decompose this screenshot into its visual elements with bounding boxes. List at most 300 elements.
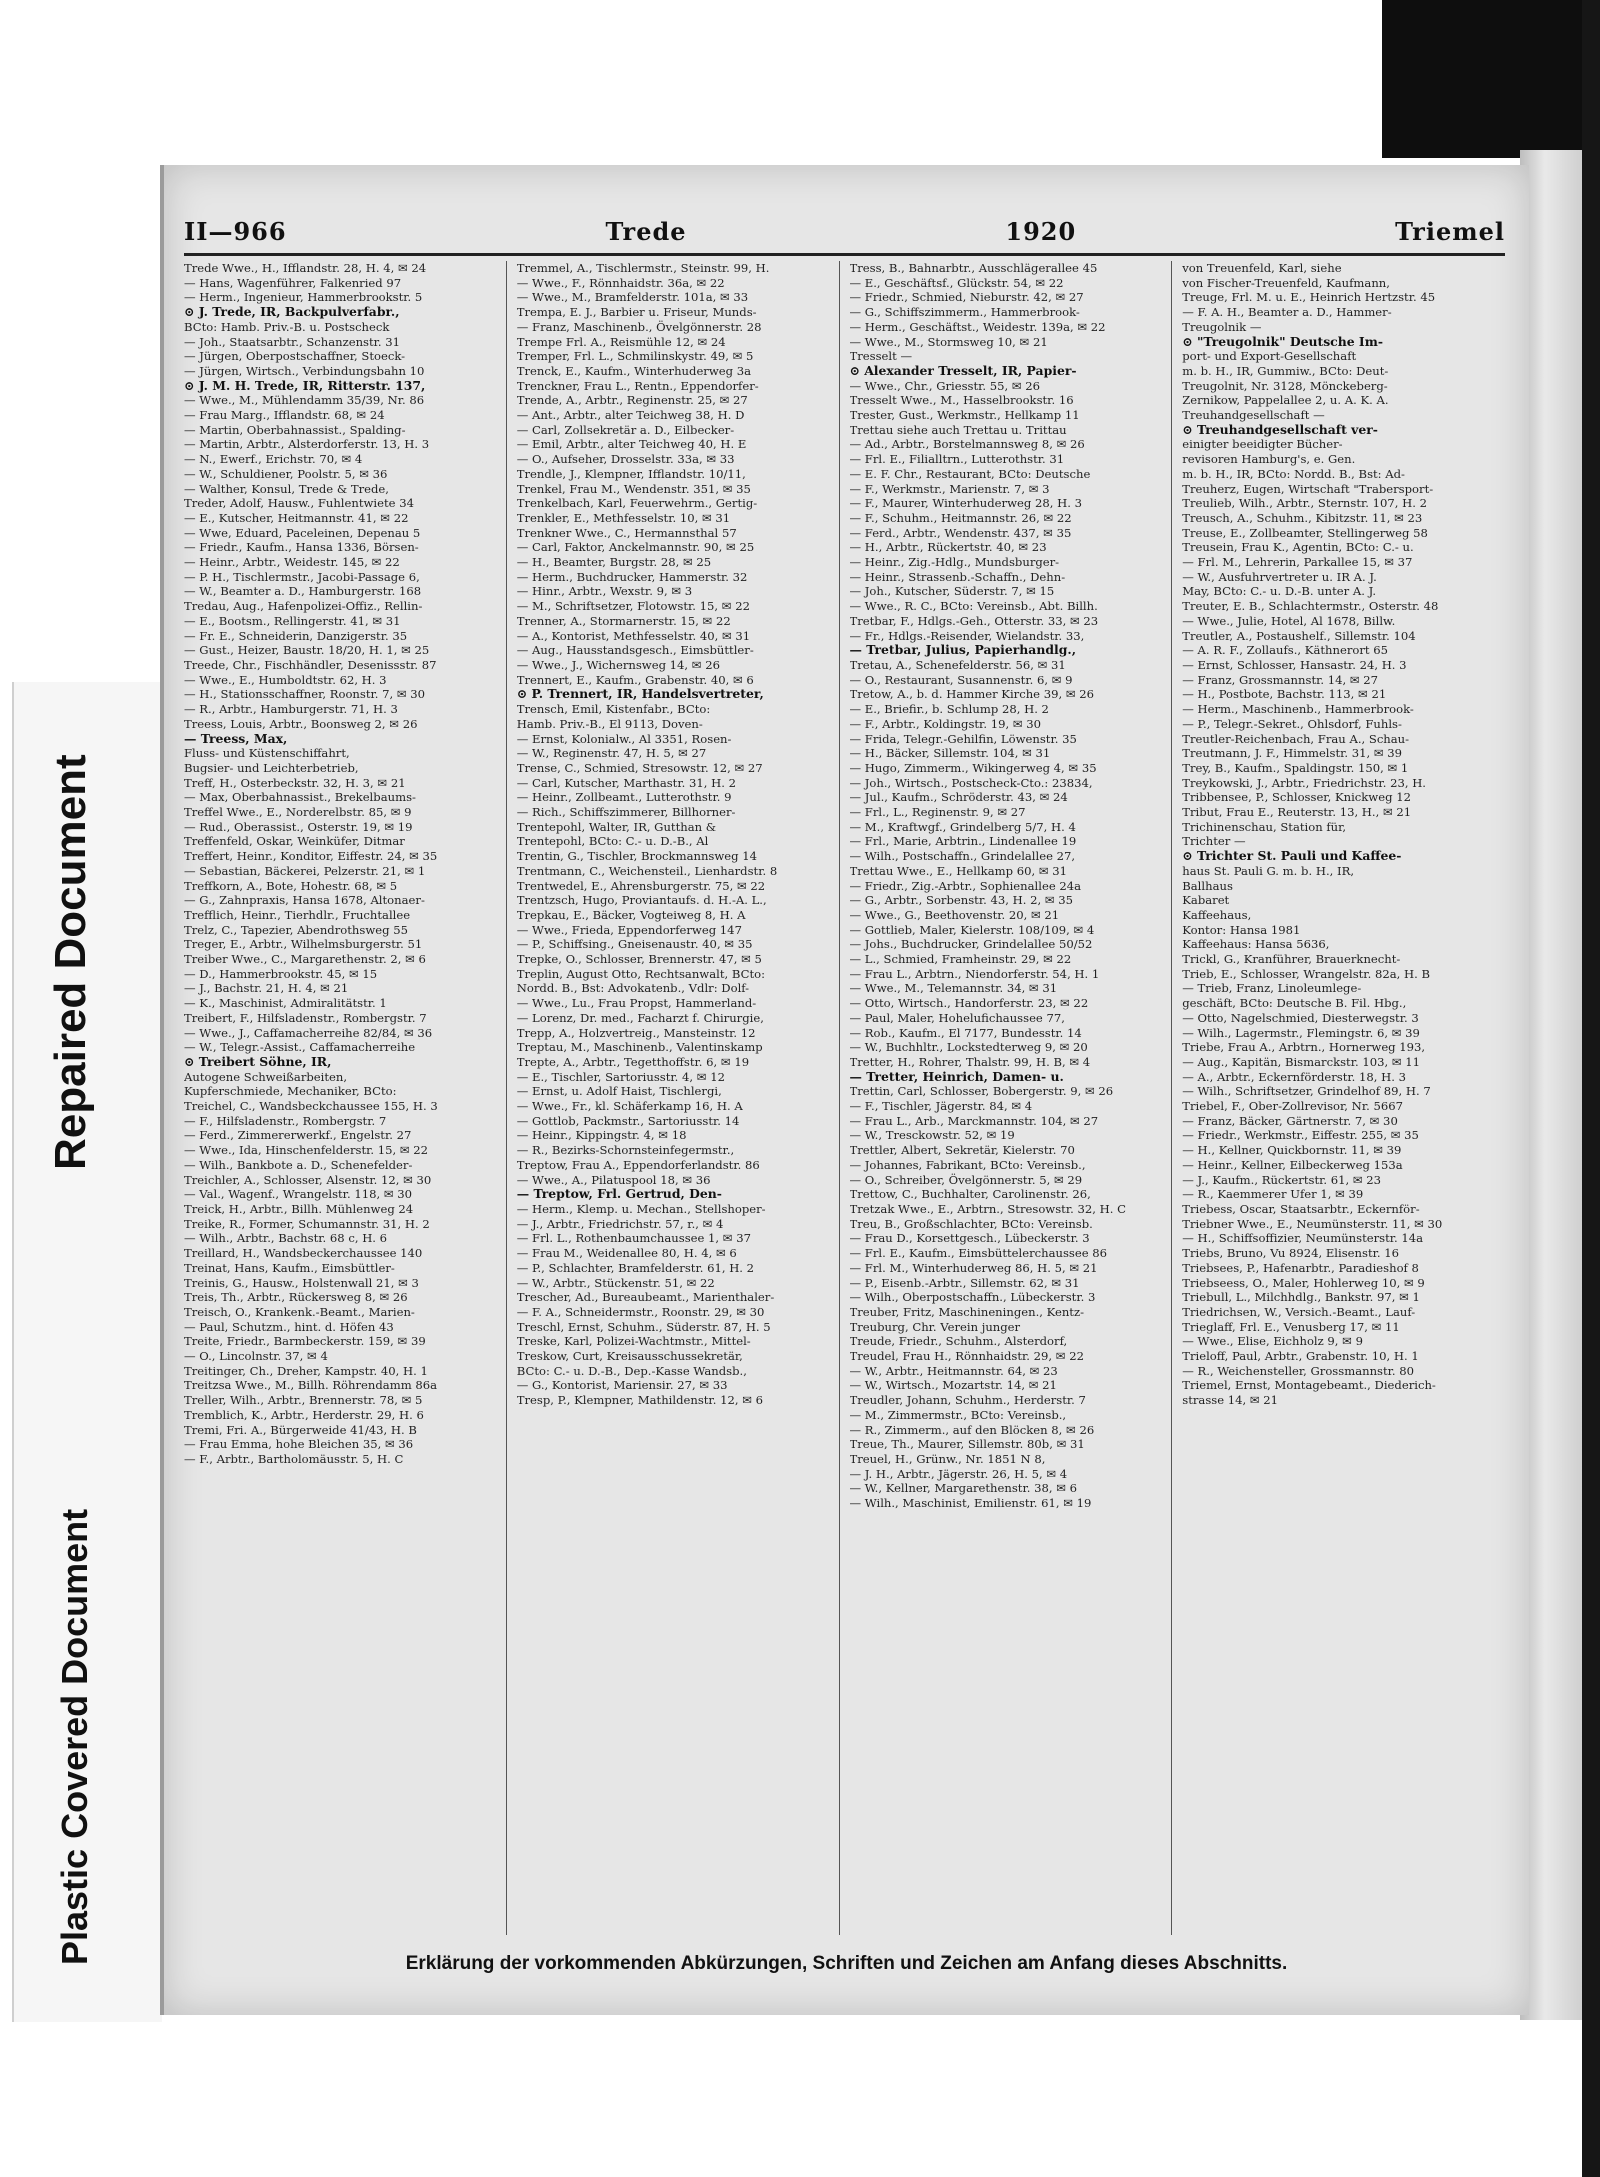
directory-entry: — Wwe., M., Bramfelderstr. 101a, ✉ 33 bbox=[516, 290, 749, 305]
directory-entry: — Frau D., Korsettgesch., Lübeckerstr. 3 bbox=[849, 1231, 1090, 1246]
directory-entry: — W., Arbtr., Stückenstr. 51, ✉ 22 bbox=[516, 1275, 715, 1290]
directory-entry: — Gottlob, Packmstr., Sartoriusstr. 14 bbox=[516, 1113, 740, 1128]
directory-entry: ⊙ P. Trennert, IR, Handelsvertreter, bbox=[516, 687, 764, 702]
directory-entry: — P. H., Tischlermstr., Jacobi-Passage 6, bbox=[184, 569, 420, 584]
directory-entry: — Wwe., A., Pilatuspool 18, ✉ 36 bbox=[516, 1172, 711, 1187]
directory-entry: — Herm., Ingenieur, Hammerbrookstr. 5 bbox=[184, 290, 423, 305]
directory-entry: Treusein, Frau K., Agentin, BCto: C.- u. bbox=[1182, 540, 1414, 555]
directory-entry: — W., Buchhltr., Lockstedterweg 9, ✉ 20 bbox=[849, 1040, 1088, 1055]
directory-entry: — F., Arbtr., Koldingstr. 19, ✉ 30 bbox=[849, 716, 1041, 731]
directory-entry: — Wwe., R. C., BCto: Vereinsb., Abt. Billh. bbox=[849, 599, 1098, 614]
directory-entry: — W., Arbtr., Heitmannstr. 64, ✉ 23 bbox=[849, 1363, 1058, 1378]
directory-entry: Treskow, Curt, Kreisausschussekretär, bbox=[516, 1349, 743, 1364]
directory-entry: — Wwe., Ida, Hinschenfelderstr. 15, ✉ 22 bbox=[184, 1143, 429, 1158]
directory-entry: — Martin, Oberbahnassist., Spalding- bbox=[184, 422, 406, 437]
directory-entry: — D., Hammerbrookstr. 45, ✉ 15 bbox=[184, 966, 378, 981]
directory-entry: BCto: C.- u. D.-B., Dep.-Kasse Wandsb., bbox=[516, 1363, 747, 1378]
directory-entry: — Herm., Maschinenb., Hammerbrook- bbox=[1182, 702, 1414, 717]
directory-entry: — O., Schreiber, Övelgönnerstr. 5, ✉ 29 bbox=[849, 1172, 1083, 1187]
directory-entry: — Wwe., J., Caffamacherreihe 82/84, ✉ 36 bbox=[184, 1025, 433, 1040]
directory-entry: Trettow, C., Buchhalter, Carolinenstr. 26, bbox=[849, 1187, 1091, 1202]
directory-entry: Trentzsch, Hugo, Proviantaufs. d. H.-A. L., bbox=[516, 893, 767, 908]
directory-entry: Treis, Th., Arbtr., Rückersweg 8, ✉ 26 bbox=[184, 1290, 408, 1305]
directory-entry: — Wwe., Frieda, Eppendorferweg 147 bbox=[516, 922, 742, 937]
directory-entry: — Tretbar, Julius, Papierhandlg., bbox=[849, 643, 1077, 658]
directory-entry: — Joh., Kutscher, Süderstr. 7, ✉ 15 bbox=[849, 584, 1055, 599]
directory-entry: — J., Kaufm., Rückertstr. 61, ✉ 23 bbox=[1182, 1172, 1382, 1187]
directory-entry: — Ernst, Kolonialw., Al 3351, Rosen- bbox=[516, 731, 732, 746]
directory-entry: Treutmann, J. F., Himmelstr. 31, ✉ 39 bbox=[1182, 746, 1403, 761]
directory-entry: — Rob., Kaufm., El 7177, Bundesstr. 14 bbox=[849, 1025, 1082, 1040]
directory-entry: — W., Reginenstr. 47, H. 5, ✉ 27 bbox=[516, 746, 707, 761]
directory-entry: Trepp, A., Holzvertreig., Mansteinstr. 12 bbox=[516, 1025, 756, 1040]
directory-entry: — O., Lincolnstr. 37, ✉ 4 bbox=[184, 1349, 328, 1364]
directory-column-4 bbox=[1180, 261, 1505, 1935]
directory-entry: Treudel, Frau H., Rönnhaidstr. 29, ✉ 22 bbox=[849, 1349, 1084, 1364]
directory-entry: — P., Eisenb.-Arbtr., Sillemstr. 62, ✉ 31 bbox=[849, 1275, 1080, 1290]
directory-entry: — Walther, Konsul, Trede & Trede, bbox=[184, 481, 389, 496]
directory-entry: — Wwe., J., Wichernsweg 14, ✉ 26 bbox=[516, 657, 720, 672]
directory-entry: Trettin, Carl, Schlosser, Bobergerstr. 9, ✉ 26 bbox=[849, 1084, 1114, 1099]
directory-entry: — Wilh., Arbtr., Bachstr. 68 c, H. 6 bbox=[184, 1231, 388, 1246]
directory-entry: revisoren Hamburg's, e. Gen. bbox=[1182, 452, 1356, 467]
directory-entry: Treuhandgesellschaft — bbox=[1182, 408, 1325, 423]
directory-entry: — F., Schuhm., Heitmannstr. 26, ✉ 22 bbox=[849, 510, 1072, 525]
directory-entry: — Ernst, u. Adolf Haist, Tischlergi, bbox=[516, 1084, 722, 1099]
directory-entry: Treykowski, J., Arbtr., Friedrichstr. 23, H. bbox=[1182, 775, 1426, 790]
directory-entry: Tretow, A., b. d. Hammer Kirche 39, ✉ 26 bbox=[849, 687, 1094, 702]
directory-entry: Treptau, M., Maschinenb., Valentinskamp bbox=[516, 1040, 763, 1055]
directory-entry: — Wwe., G., Beethovenstr. 20, ✉ 21 bbox=[849, 907, 1060, 922]
directory-entry: Trieloff, Paul, Arbtr., Grabenstr. 10, H. 1 bbox=[1182, 1349, 1419, 1364]
directory-entry: Treuter, E. B., Schlachtermstr., Osterstr. 48 bbox=[1182, 599, 1439, 614]
directory-entry: Treike, R., Former, Schumannstr. 31, H. 2 bbox=[184, 1216, 430, 1231]
directory-column-1 bbox=[182, 261, 507, 1935]
directory-entry: — Ferd., Arbtr., Wendenstr. 437, ✉ 35 bbox=[849, 525, 1072, 540]
header-year: 1920 bbox=[1005, 216, 1077, 246]
directory-entry: — Heinr., Arbtr., Weidestr. 145, ✉ 22 bbox=[184, 555, 400, 570]
directory-entry: — R., Zimmerm., auf den Blöcken 8, ✉ 26 bbox=[849, 1422, 1095, 1437]
directory-entry: Treue, Th., Maurer, Sillemstr. 80b, ✉ 31 bbox=[849, 1437, 1085, 1452]
directory-entry: — Treess, Max, bbox=[184, 731, 288, 746]
directory-entry: Treu, B., Großschlachter, BCto: Vereinsb. bbox=[849, 1216, 1093, 1231]
directory-entry: Triemel, Ernst, Montagebeamt., Diederich- bbox=[1182, 1378, 1436, 1393]
directory-entry: — E. F. Chr., Restaurant, BCto: Deutsche bbox=[849, 466, 1091, 481]
directory-entry: — Jul., Kaufm., Schröderstr. 43, ✉ 24 bbox=[849, 790, 1068, 805]
directory-entry: — Frl. L., Rothenbaumchaussee 1, ✉ 37 bbox=[516, 1231, 751, 1246]
directory-entry: Treuburg, Chr. Verein junger bbox=[849, 1319, 1021, 1334]
directory-entry: — O., Aufseher, Drosselstr. 33a, ✉ 33 bbox=[516, 452, 735, 467]
directory-entry: Tresp, P., Klempner, Mathildenstr. 12, ✉ 6 bbox=[516, 1393, 763, 1408]
directory-entry: — N., Ewerf., Erichstr. 70, ✉ 4 bbox=[184, 452, 363, 467]
directory-entry: — Frl., Marie, Arbtrin., Lindenallee 19 bbox=[849, 834, 1077, 849]
directory-entry: — Wilh., Oberpostschaffn., Lübeckerstr. 3 bbox=[849, 1290, 1096, 1305]
directory-entry: Treinat, Hans, Kaufm., Eimsbüttler- bbox=[184, 1260, 395, 1275]
directory-entry: — Paul, Maler, Hohelufichaussee 77, bbox=[849, 1010, 1065, 1025]
directory-entry: — R., Weichensteller, Grossmannstr. 80 bbox=[1182, 1363, 1415, 1378]
directory-entry: Trieglaff, Frl. E., Venusberg 17, ✉ 11 bbox=[1182, 1319, 1400, 1334]
directory-entry: — M., Schriftsetzer, Flotowstr. 15, ✉ 22 bbox=[516, 599, 750, 614]
directory-entry: Treinis, G., Hausw., Holstenwall 21, ✉ 3 bbox=[184, 1275, 419, 1290]
header-rule bbox=[184, 253, 1505, 256]
abbreviations-footer: Erklärung der vorkommenden Abkürzungen, Schriften und Zeichen am Anfang dieses Abschnitts. bbox=[405, 1953, 1288, 1974]
directory-entry: Trentwedel, E., Ahrensburgerstr. 75, ✉ 22 bbox=[516, 878, 766, 893]
directory-entry: — H., Kellner, Quickbornstr. 11, ✉ 39 bbox=[1182, 1143, 1402, 1158]
directory-entry: Trenkner Wwe., C., Hermannsthal 57 bbox=[516, 525, 737, 540]
directory-entry: Trettau Wwe., E., Hellkamp 60, ✉ 31 bbox=[849, 863, 1067, 878]
directory-entry: — Frl. E., Filialltrn., Lutterothstr. 31 bbox=[849, 452, 1065, 467]
directory-entry: — F., Arbtr., Bartholomäusstr. 5, H. C bbox=[184, 1451, 404, 1466]
directory-entry: — F., Werkmstr., Marienstr. 7, ✉ 3 bbox=[849, 481, 1050, 496]
directory-entry: — G., Schiffszimmerm., Hammerbrook- bbox=[849, 305, 1080, 320]
directory-entry: strasse 14, ✉ 21 bbox=[1182, 1393, 1279, 1408]
directory-entry: ⊙ J. Trede, IR, Backpulverfabr., bbox=[184, 305, 400, 320]
directory-entry: — F., Hilfsladenstr., Rombergstr. 7 bbox=[184, 1113, 387, 1128]
directory-entry: Triebseess, O., Maler, Hohlerweg 10, ✉ 9 bbox=[1182, 1275, 1425, 1290]
directory-entry: Bugsier- und Leichterbetrieb, bbox=[184, 760, 359, 775]
directory-entry: Tretau, A., Schenefelderstr. 56, ✉ 31 bbox=[849, 657, 1066, 672]
directory-entry: — W., Telegr.-Assist., Caffamacherreihe bbox=[184, 1040, 416, 1055]
directory-entry: Trenkel, Frau M., Wendenstr. 351, ✉ 35 bbox=[516, 481, 751, 496]
directory-entry: — R., Arbtr., Hamburgerstr. 71, H. 3 bbox=[184, 702, 398, 717]
directory-entry: — Hans, Wagenführer, Falkenried 97 bbox=[184, 275, 402, 290]
directory-entry: ⊙ "Treugolnik" Deutsche Im- bbox=[1182, 334, 1383, 349]
directory-entry: Trempe Frl. A., Reismühle 12, ✉ 24 bbox=[516, 334, 726, 349]
directory-entry: Treichler, A., Schlosser, Alsenstr. 12, ✉ 30 bbox=[184, 1172, 432, 1187]
directory-entry: — Frau Marg., Ifflandstr. 68, ✉ 24 bbox=[184, 408, 385, 423]
directory-entry: Treede, Chr., Fischhändler, Desenissstr. 87 bbox=[184, 657, 437, 672]
directory-entry: — Wilh., Lagermstr., Flemingstr. 6, ✉ 39 bbox=[1182, 1025, 1420, 1040]
directory-entry: — Aug., Hausstandsgesch., Eimsbüttler- bbox=[516, 643, 754, 658]
directory-entry: — Max, Oberbahnassist., Brekelbaums- bbox=[184, 790, 416, 805]
directory-entry: Trentepohl, Walter, IR, Gutthan & bbox=[516, 819, 717, 834]
directory-entry: Treuel, H., Grünw., Nr. 1851 N 8, bbox=[849, 1451, 1046, 1466]
directory-entry: — A., Arbtr., Eckernförderstr. 18, H. 3 bbox=[1182, 1069, 1406, 1084]
directory-entry: — Wwe., E., Humboldtstr. 62, H. 3 bbox=[184, 672, 387, 687]
directory-entry: Kaffeehaus, bbox=[1182, 907, 1252, 922]
directory-entry: Treitzsa Wwe., M., Billh. Röhrendamm 86a bbox=[184, 1378, 438, 1393]
directory-entry: Treger, E., Arbtr., Wilhelmsburgerstr. 51 bbox=[184, 937, 423, 952]
directory-entry: Treudler, Johann, Schuhm., Herderstr. 7 bbox=[849, 1393, 1086, 1408]
directory-entry: Treulieb, Wilh., Arbtr., Sternstr. 107, H. 2 bbox=[1182, 496, 1427, 511]
directory-entry: — Wwe., Elise, Eichholz 9, ✉ 9 bbox=[1182, 1334, 1363, 1349]
directory-entry: ⊙ J. M. H. Trede, IR, Ritterstr. 137, bbox=[184, 378, 426, 393]
directory-entry: — Frl. M., Winterhuderweg 86, H. 5, ✉ 21 bbox=[849, 1260, 1098, 1275]
directory-entry: Treichel, C., Wandsbeckchaussee 155, H. 3 bbox=[184, 1099, 438, 1114]
directory-entry: Trende, A., Arbtr., Reginenstr. 25, ✉ 27 bbox=[516, 393, 748, 408]
directory-entry: Treibert, F., Hilfsladenstr., Rombergstr. 7 bbox=[184, 1010, 427, 1025]
directory-entry: — Wwe., M., Stormsweg 10, ✉ 21 bbox=[849, 334, 1048, 349]
directory-entry: — R., Kaemmerer Ufer 1, ✉ 39 bbox=[1182, 1187, 1364, 1202]
directory-entry: Trescher, Ad., Bureaubeamt., Marienthaler- bbox=[516, 1290, 775, 1305]
directory-entry: — W., Wirtsch., Mozartstr. 14, ✉ 21 bbox=[849, 1378, 1057, 1393]
directory-entry: — G., Zahnpraxis, Hansa 1678, Altonaer- bbox=[184, 893, 425, 908]
directory-entry: — P., Schiffsing., Gneisenaustr. 40, ✉ 35 bbox=[516, 937, 753, 952]
directory-entry: Triebull, L., Milchhdlg., Bankstr. 97, ✉ 1 bbox=[1182, 1290, 1420, 1305]
directory-entry: — Fr., Hdlgs.-Reisender, Wielandstr. 33, bbox=[849, 628, 1085, 643]
directory-entry: Nordd. B., Bst: Advokatenb., Vdlr: Dolf- bbox=[516, 981, 750, 996]
directory-entry: Treiber Wwe., C., Margarethenstr. 2, ✉ 6 bbox=[184, 952, 426, 967]
directory-entry: Trentepohl, BCto: C.- u. D.-B., Al bbox=[516, 834, 709, 849]
directory-entry: BCto: Hamb. Priv.-B. u. Postscheck bbox=[184, 319, 390, 334]
directory-entry: — Frau Emma, hohe Bleichen 35, ✉ 36 bbox=[184, 1437, 414, 1452]
directory-entry: — Joh., Staatsarbtr., Schanzenstr. 31 bbox=[184, 334, 401, 349]
directory-entry: Tresselt — bbox=[849, 349, 913, 364]
directory-entry: Tremmel, A., Tischlermstr., Steinstr. 99, H. bbox=[516, 261, 770, 275]
directory-entry: — Frl. E., Kaufm., Eimsbüttelerchaussee 86 bbox=[849, 1246, 1108, 1261]
header-right-word: Triemel bbox=[1395, 216, 1505, 246]
directory-entry: — F., Tischler, Jägerstr. 84, ✉ 4 bbox=[849, 1099, 1033, 1114]
directory-entry: Hamb. Priv.-B., El 9113, Doven- bbox=[516, 716, 703, 731]
directory-entry: Trenkelbach, Karl, Feuerwehrm., Gertig- bbox=[516, 496, 758, 511]
directory-entry: Trenner, A., Stormarnerstr. 15, ✉ 22 bbox=[516, 613, 731, 628]
directory-entry: Tremper, Frl. L., Schmilinskystr. 49, ✉ 5 bbox=[516, 349, 754, 364]
directory-entry: — Aug., Kapitän, Bismarckstr. 103, ✉ 11 bbox=[1182, 1054, 1421, 1069]
directory-entry: — Otto, Wirtsch., Handorferstr. 23, ✉ 22 bbox=[849, 996, 1089, 1011]
directory-entry: — G., Kontorist, Mariensir. 27, ✉ 33 bbox=[516, 1378, 728, 1393]
directory-entry: Treske, Karl, Polizei-Wachtmstr., Mittel- bbox=[516, 1334, 751, 1349]
directory-entry: — Heinr., Kippingstr. 4, ✉ 18 bbox=[516, 1128, 687, 1143]
directory-entry: ⊙ Treibert Söhne, IR, bbox=[184, 1054, 332, 1069]
directory-entry: Treschl, Ernst, Schuhm., Süderstr. 87, H. 5 bbox=[516, 1319, 771, 1334]
directory-entry: — E., Kutscher, Heitmannstr. 41, ✉ 22 bbox=[184, 510, 409, 525]
directory-entry: — Emil, Arbtr., alter Teichweg 40, H. E bbox=[516, 437, 747, 452]
directory-entry: — Frau M., Weidenallee 80, H. 4, ✉ 6 bbox=[516, 1246, 737, 1261]
directory-entry: — J., Arbtr., Friedrichstr. 57, r., ✉ 4 bbox=[516, 1216, 724, 1231]
directory-entry: Trenckner, Frau L., Rentn., Eppendorfer- bbox=[516, 378, 759, 393]
directory-entry: — Martin, Arbtr., Alsterdorferstr. 13, H. 3 bbox=[184, 437, 430, 452]
directory-entry: — Wwe., M., Telemannstr. 34, ✉ 31 bbox=[849, 981, 1058, 996]
directory-entry: ⊙ Alexander Tresselt, IR, Papier- bbox=[849, 363, 1077, 378]
directory-entry: — Gust., Heizer, Baustr. 18/20, H. 1, ✉ 25 bbox=[184, 643, 430, 658]
directory-entry: Trieb, E., Schlosser, Wrangelstr. 82a, H. B bbox=[1182, 966, 1430, 981]
directory-entry: — Joh., Wirtsch., Postscheck-Cto.: 23834, bbox=[849, 775, 1093, 790]
directory-entry: — Jürgen, Oberpostschaffner, Stoeck- bbox=[184, 349, 406, 364]
directory-entry: — Friedr., Zig.-Arbtr., Sophienallee 24a bbox=[849, 878, 1082, 893]
directory-entry: Treuse, E., Zollbeamter, Stellingerweg 58 bbox=[1182, 525, 1428, 540]
directory-entry: — Heinr., Zig.-Hdlg., Mundsburger- bbox=[849, 555, 1060, 570]
directory-entry: — Frau L., Arb., Marckmannstr. 104, ✉ 27 bbox=[849, 1113, 1099, 1128]
directory-entry: Trelz, C., Tapezier, Abendrothsweg 55 bbox=[184, 922, 408, 937]
directory-entry: — Wilh., Schriftsetzer, Grindelhof 89, H. 7 bbox=[1182, 1084, 1431, 1099]
directory-entry: — H., Beamter, Burgstr. 28, ✉ 25 bbox=[516, 555, 712, 570]
directory-entry: Trenkler, E., Methfesselstr. 10, ✉ 31 bbox=[516, 510, 731, 525]
directory-entry: — R., Bezirks-Schornsteinfegermstr., bbox=[516, 1143, 735, 1158]
directory-entry: — H., Bäcker, Sillemstr. 104, ✉ 31 bbox=[849, 746, 1051, 761]
directory-entry: Treff, H., Osterbeckstr. 32, H. 3, ✉ 21 bbox=[184, 775, 406, 790]
directory-entry: — Rich., Schiffszimmerer, Billhorner- bbox=[516, 805, 736, 820]
directory-entry: — W., Tresckowstr. 52, ✉ 19 bbox=[849, 1128, 1015, 1143]
directory-entry: Trettau siehe auch Trettau u. Trittau bbox=[849, 422, 1067, 437]
directory-entry: — Carl, Kutscher, Marthastr. 31, H. 2 bbox=[516, 775, 736, 790]
directory-entry: — Treptow, Frl. Gertrud, Den- bbox=[516, 1187, 722, 1202]
directory-entry: Trempa, E. J., Barbier u. Friseur, Munds- bbox=[516, 305, 757, 320]
directory-entry: — Trieb, Franz, Linoleumlege- bbox=[1182, 981, 1362, 996]
directory-entry: — Sebastian, Bäckerei, Pelzerstr. 21, ✉ 1 bbox=[184, 863, 426, 878]
directory-entry: — E., Geschäftsf., Glückstr. 54, ✉ 22 bbox=[849, 275, 1064, 290]
directory-entry: — Val., Wagenf., Wrangelstr. 118, ✉ 30 bbox=[184, 1187, 412, 1202]
directory-entry: — Frl. M., Lehrerin, Parkallee 15, ✉ 37 bbox=[1182, 555, 1413, 570]
directory-entry: — O., Restaurant, Susannenstr. 6, ✉ 9 bbox=[849, 672, 1073, 687]
scan-dark-edge bbox=[1582, 0, 1600, 2177]
directory-entry: Tretter, H., Rohrer, Thalstr. 99, H. B, ✉ 4 bbox=[849, 1054, 1091, 1069]
directory-page bbox=[160, 165, 1529, 2015]
directory-entry: port- und Export-Gesellschaft bbox=[1182, 349, 1357, 364]
directory-entry: — Wilh., Bankbote a. D., Schenefelder- bbox=[184, 1157, 413, 1172]
directory-entry: Treess, Louis, Arbtr., Boonsweg 2, ✉ 26 bbox=[184, 716, 418, 731]
directory-entry: — Friedr., Schmied, Nieburstr. 42, ✉ 27 bbox=[849, 290, 1084, 305]
directory-entry: Triebsees, P., Hafenarbtr., Paradieshof 8 bbox=[1182, 1260, 1419, 1275]
directory-entry: — Heinr., Zollbeamt., Lutterothstr. 9 bbox=[516, 790, 732, 805]
directory-entry: Trenck, E., Kaufm., Winterhuderweg 3a bbox=[516, 363, 752, 378]
directory-entry: — H., Schiffsoffizier, Neumünsterstr. 14a bbox=[1182, 1231, 1424, 1246]
directory-entry: Trepke, O., Schlosser, Brennerstr. 47, ✉ 5 bbox=[516, 952, 762, 967]
directory-entry: Trede Wwe., H., Ifflandstr. 28, H. 4, ✉ 24 bbox=[184, 261, 427, 275]
repaired-document-label: Repaired Document bbox=[46, 754, 95, 1170]
directory-entry: — W., Ausfuhrvertreter u. IR A. J. bbox=[1182, 569, 1377, 584]
directory-entry: Tredau, Aug., Hafenpolizei-Offiz., Rellin- bbox=[184, 599, 423, 614]
directory-entry: — Frau L., Arbtrn., Niendorferstr. 54, H. 1 bbox=[849, 966, 1100, 981]
directory-entry: — Herm., Klemp. u. Mechan., Stellshoper- bbox=[516, 1202, 766, 1216]
directory-entry: — Gottlieb, Maler, Kielerstr. 108/109, ✉ 4 bbox=[849, 922, 1095, 937]
directory-entry: — Wilh., Maschinist, Emilienstr. 61, ✉ 19 bbox=[849, 1496, 1092, 1511]
directory-entry: Trester, Gust., Werkmstr., Hellkamp 11 bbox=[849, 408, 1080, 423]
directory-entry: Triebess, Oscar, Staatsarbtr., Eckernför- bbox=[1182, 1202, 1420, 1216]
directory-entry: — Hugo, Zimmerm., Wikingerweg 4, ✉ 35 bbox=[849, 760, 1097, 775]
directory-entry: von Fischer-Treuenfeld, Kaufmann, bbox=[1182, 275, 1390, 290]
directory-entry: Treitinger, Ch., Dreher, Kampstr. 40, H. 1 bbox=[184, 1363, 428, 1378]
directory-entry: — Hinr., Arbtr., Wexstr. 9, ✉ 3 bbox=[516, 584, 693, 599]
directory-entry: Trettler, Albert, Sekretär, Kielerstr. 70 bbox=[849, 1143, 1075, 1158]
directory-entry: Tresselt Wwe., M., Hasselbrookstr. 16 bbox=[849, 393, 1074, 408]
directory-entry: Tretzak Wwe., E., Arbtrn., Stresowstr. 32, H. C bbox=[849, 1202, 1126, 1216]
directory-entry: — Ernst, Schlosser, Hansastr. 24, H. 3 bbox=[1182, 657, 1407, 672]
directory-entry: ⊙ Treuhandgesellschaft ver- bbox=[1182, 422, 1378, 437]
directory-entry: — Fr. E., Schneiderin, Danzigerstr. 35 bbox=[184, 628, 408, 643]
directory-entry: Tribbensee, P., Schlosser, Knickweg 12 bbox=[1182, 790, 1411, 805]
directory-entry: Triebs, Bruno, Vu 8924, Elisenstr. 16 bbox=[1182, 1246, 1399, 1261]
directory-entry: — Ad., Arbtr., Borstelmannsweg 8, ✉ 26 bbox=[849, 437, 1085, 452]
directory-entry: m. b. H., IR, BCto: Nordd. B., Bst: Ad- bbox=[1182, 466, 1405, 481]
directory-entry: Treuber, Fritz, Maschineningen., Kentz- bbox=[849, 1304, 1084, 1319]
directory-entry: Treuge, Frl. M. u. E., Heinrich Hertzstr. 45 bbox=[1182, 290, 1436, 305]
directory-entry: Kabaret bbox=[1182, 893, 1230, 908]
directory-entry: — G., Arbtr., Sorbenstr. 43, H. 2, ✉ 35 bbox=[849, 893, 1073, 908]
directory-entry: — Johannes, Fabrikant, BCto: Vereinsb., bbox=[849, 1157, 1086, 1172]
directory-entry: — L., Schmied, Framheinstr. 29, ✉ 22 bbox=[849, 952, 1072, 967]
directory-entry: m. b. H., IR, Gummiw., BCto: Deut- bbox=[1182, 363, 1389, 378]
directory-entry: — K., Maschinist, Admiralitätstr. 1 bbox=[184, 996, 387, 1011]
directory-entry: — F. A. H., Beamter a. D., Hammer- bbox=[1182, 305, 1392, 320]
directory-entry: — E., Bootsm., Rellingerstr. 41, ✉ 31 bbox=[184, 613, 401, 628]
directory-column-2 bbox=[515, 261, 840, 1935]
plastic-covered-label: Plastic Covered Document bbox=[54, 1508, 95, 1965]
directory-entry: Treillard, H., Wandsbeckerchaussee 140 bbox=[184, 1246, 423, 1261]
directory-entry: Treutler, A., Postaushelf., Sillemstr. 104 bbox=[1182, 628, 1416, 643]
directory-entry: Treffel Wwe., E., Norderelbstr. 85, ✉ 9 bbox=[184, 805, 412, 820]
directory-entry: Triebe, Frau A., Arbtrn., Hornerweg 193, bbox=[1182, 1040, 1426, 1055]
directory-entry: — W., Beamter a. D., Hamburgerstr. 168 bbox=[184, 584, 422, 599]
directory-entry: Triebel, F., Ober-Zollrevisor, Nr. 5667 bbox=[1182, 1099, 1403, 1114]
directory-entry: Trense, C., Schmied, Stresowstr. 12, ✉ 27 bbox=[516, 760, 763, 775]
directory-entry: Tremi, Fri. A., Bürgerweide 41/43, H. B bbox=[184, 1422, 417, 1437]
directory-entry: Tretbar, F., Hdlgs.-Geh., Otterstr. 33, ✉ 23 bbox=[849, 613, 1099, 628]
directory-entry: Triedrichsen, W., Versich.-Beamt., Lauf- bbox=[1182, 1304, 1416, 1319]
directory-entry: — Wilh., Postschaffn., Grindelallee 27, bbox=[849, 849, 1076, 864]
directory-column-3 bbox=[848, 261, 1173, 1935]
directory-entry: — Herm., Buchdrucker, Hammerstr. 32 bbox=[516, 569, 748, 584]
directory-entry: Trepte, A., Arbtr., Tegetthoffstr. 6, ✉ 19 bbox=[516, 1054, 750, 1069]
directory-entry: — Rud., Oberassist., Osterstr. 19, ✉ 19 bbox=[184, 819, 413, 834]
directory-entry: — Heinr., Kellner, Eilbeckerweg 153a bbox=[1182, 1157, 1403, 1172]
directory-entry: einigter beeidigter Bücher- bbox=[1182, 437, 1343, 452]
directory-entry: Kontor: Hansa 1981 bbox=[1182, 922, 1301, 937]
directory-entry: — Carl, Zollsekretär a. D., Eilbecker- bbox=[516, 422, 735, 437]
directory-entry: Treusch, A., Schuhm., Kibitzstr. 11, ✉ 23 bbox=[1182, 510, 1423, 525]
directory-entry: Treude, Friedr., Schuhm., Alsterdorf, bbox=[849, 1334, 1068, 1349]
directory-entry: Trentmann, C., Weichensteil., Lienhardstr. 8 bbox=[516, 863, 778, 878]
directory-entry: Treutler-Reichenbach, Frau A., Schau- bbox=[1182, 731, 1410, 746]
directory-entry: — E., Tischler, Sartoriusstr. 4, ✉ 12 bbox=[516, 1069, 725, 1084]
directory-entry: Fluss- und Küstenschiffahrt, bbox=[184, 746, 350, 761]
directory-entry: — J., Bachstr. 21, H. 4, ✉ 21 bbox=[184, 981, 349, 996]
directory-entry: haus St. Pauli G. m. b. H., IR, bbox=[1182, 863, 1354, 878]
header-left-word: Trede bbox=[605, 216, 687, 246]
directory-entry: Kaffeehaus: Hansa 5636, bbox=[1182, 937, 1330, 952]
directory-entry: — Franz, Maschinenb., Övelgönnerstr. 28 bbox=[516, 319, 762, 334]
directory-entry: — F., Maurer, Winterhuderweg 28, H. 3 bbox=[849, 496, 1082, 511]
directory-entry: Trennert, E., Kaufm., Grabenstr. 40, ✉ 6 bbox=[516, 672, 754, 687]
directory-entry: Treuherz, Eugen, Wirtschaft "Trabersport- bbox=[1182, 481, 1434, 496]
directory-entry: Treffenfeld, Oskar, Weinküfer, Ditmar bbox=[184, 834, 405, 849]
directory-entry: — Wwe., F., Rönnhaidstr. 36a, ✉ 22 bbox=[516, 275, 725, 290]
directory-entry: Trickl, G., Kranführer, Brauerknecht- bbox=[1182, 952, 1401, 967]
directory-entry: — Wwe., Fr., kl. Schäferkamp 16, H. A bbox=[516, 1099, 743, 1114]
directory-entry: — Friedr., Kaufm., Hansa 1336, Börsen- bbox=[184, 540, 419, 555]
directory-entry: — F. A., Schneidermstr., Roonstr. 29, ✉ 30 bbox=[516, 1304, 765, 1319]
directory-entry: — Friedr., Werkmstr., Eiffestr. 255, ✉ 35 bbox=[1182, 1128, 1419, 1143]
directory-entry: — M., Kraftwgf., Grindelberg 5/7, H. 4 bbox=[849, 819, 1076, 834]
directory-entry: — Frida, Telegr.-Gehilfin, Löwenstr. 35 bbox=[849, 731, 1077, 746]
directory-entry: — A., Kontorist, Methfesselstr. 40, ✉ 31 bbox=[516, 628, 751, 643]
directory-entry: — J. H., Arbtr., Jägerstr. 26, H. 5, ✉ 4 bbox=[849, 1466, 1068, 1481]
directory-entry: Kupferschmiede, Mechaniker, BCto: bbox=[184, 1084, 397, 1099]
directory-entry: — M., Zimmermstr., BCto: Vereinsb., bbox=[849, 1407, 1067, 1422]
directory-entry: — Ant., Arbtr., alter Teichweg 38, H. D bbox=[516, 408, 745, 423]
directory-entry: Trendle, J., Klempner, Ifflandstr. 10/11, bbox=[516, 466, 746, 481]
directory-entry: Treugolnik — bbox=[1182, 319, 1262, 334]
directory-entry: Treite, Friedr., Barmbeckerstr. 159, ✉ 39 bbox=[184, 1334, 426, 1349]
directory-entry: Trepkau, E., Bäcker, Vogteiweg 8, H. A bbox=[516, 907, 746, 922]
directory-entry: Treptow, Frau A., Eppendorferlandstr. 86 bbox=[516, 1157, 760, 1172]
directory-entry: Treder, Adolf, Hausw., Fuhlentwiete 34 bbox=[184, 496, 414, 511]
directory-entry: Triebner Wwe., E., Neumünsterstr. 11, ✉ 30 bbox=[1182, 1216, 1443, 1231]
directory-entry: — Franz, Grossmannstr. 14, ✉ 27 bbox=[1182, 672, 1379, 687]
directory-entry: Trensch, Emil, Kistenfabr., BCto: bbox=[516, 702, 711, 717]
directory-entry: Trichter — bbox=[1182, 834, 1246, 849]
directory-entry: Trefflich, Heinr., Tierhdlr., Fruchtallee bbox=[184, 907, 411, 922]
directory-entry: — Lorenz, Dr. med., Facharzt f. Chirurgie, bbox=[516, 1010, 764, 1025]
directory-entry: Tremblich, K., Arbtr., Herderstr. 29, H. 6 bbox=[184, 1407, 424, 1422]
directory-entry: geschäft, BCto: Deutsche B. Fil. Hbg., bbox=[1182, 996, 1407, 1011]
directory-entry: Autogene Schweißarbeiten, bbox=[184, 1069, 348, 1084]
directory-entry: ⊙ Trichter St. Pauli und Kaffee- bbox=[1182, 849, 1402, 864]
directory-entry: — Franz, Bäcker, Gärtnerstr. 7, ✉ 30 bbox=[1182, 1113, 1398, 1128]
directory-entry: — P., Telegr.-Sekret., Ohlsdorf, Fuhls- bbox=[1182, 716, 1402, 731]
directory-entry: — W., Kellner, Margarethenstr. 38, ✉ 6 bbox=[849, 1481, 1077, 1496]
directory-entry: — Paul, Schutzm., hint. d. Höfen 43 bbox=[184, 1319, 394, 1334]
page-right-edge bbox=[1520, 150, 1582, 2020]
